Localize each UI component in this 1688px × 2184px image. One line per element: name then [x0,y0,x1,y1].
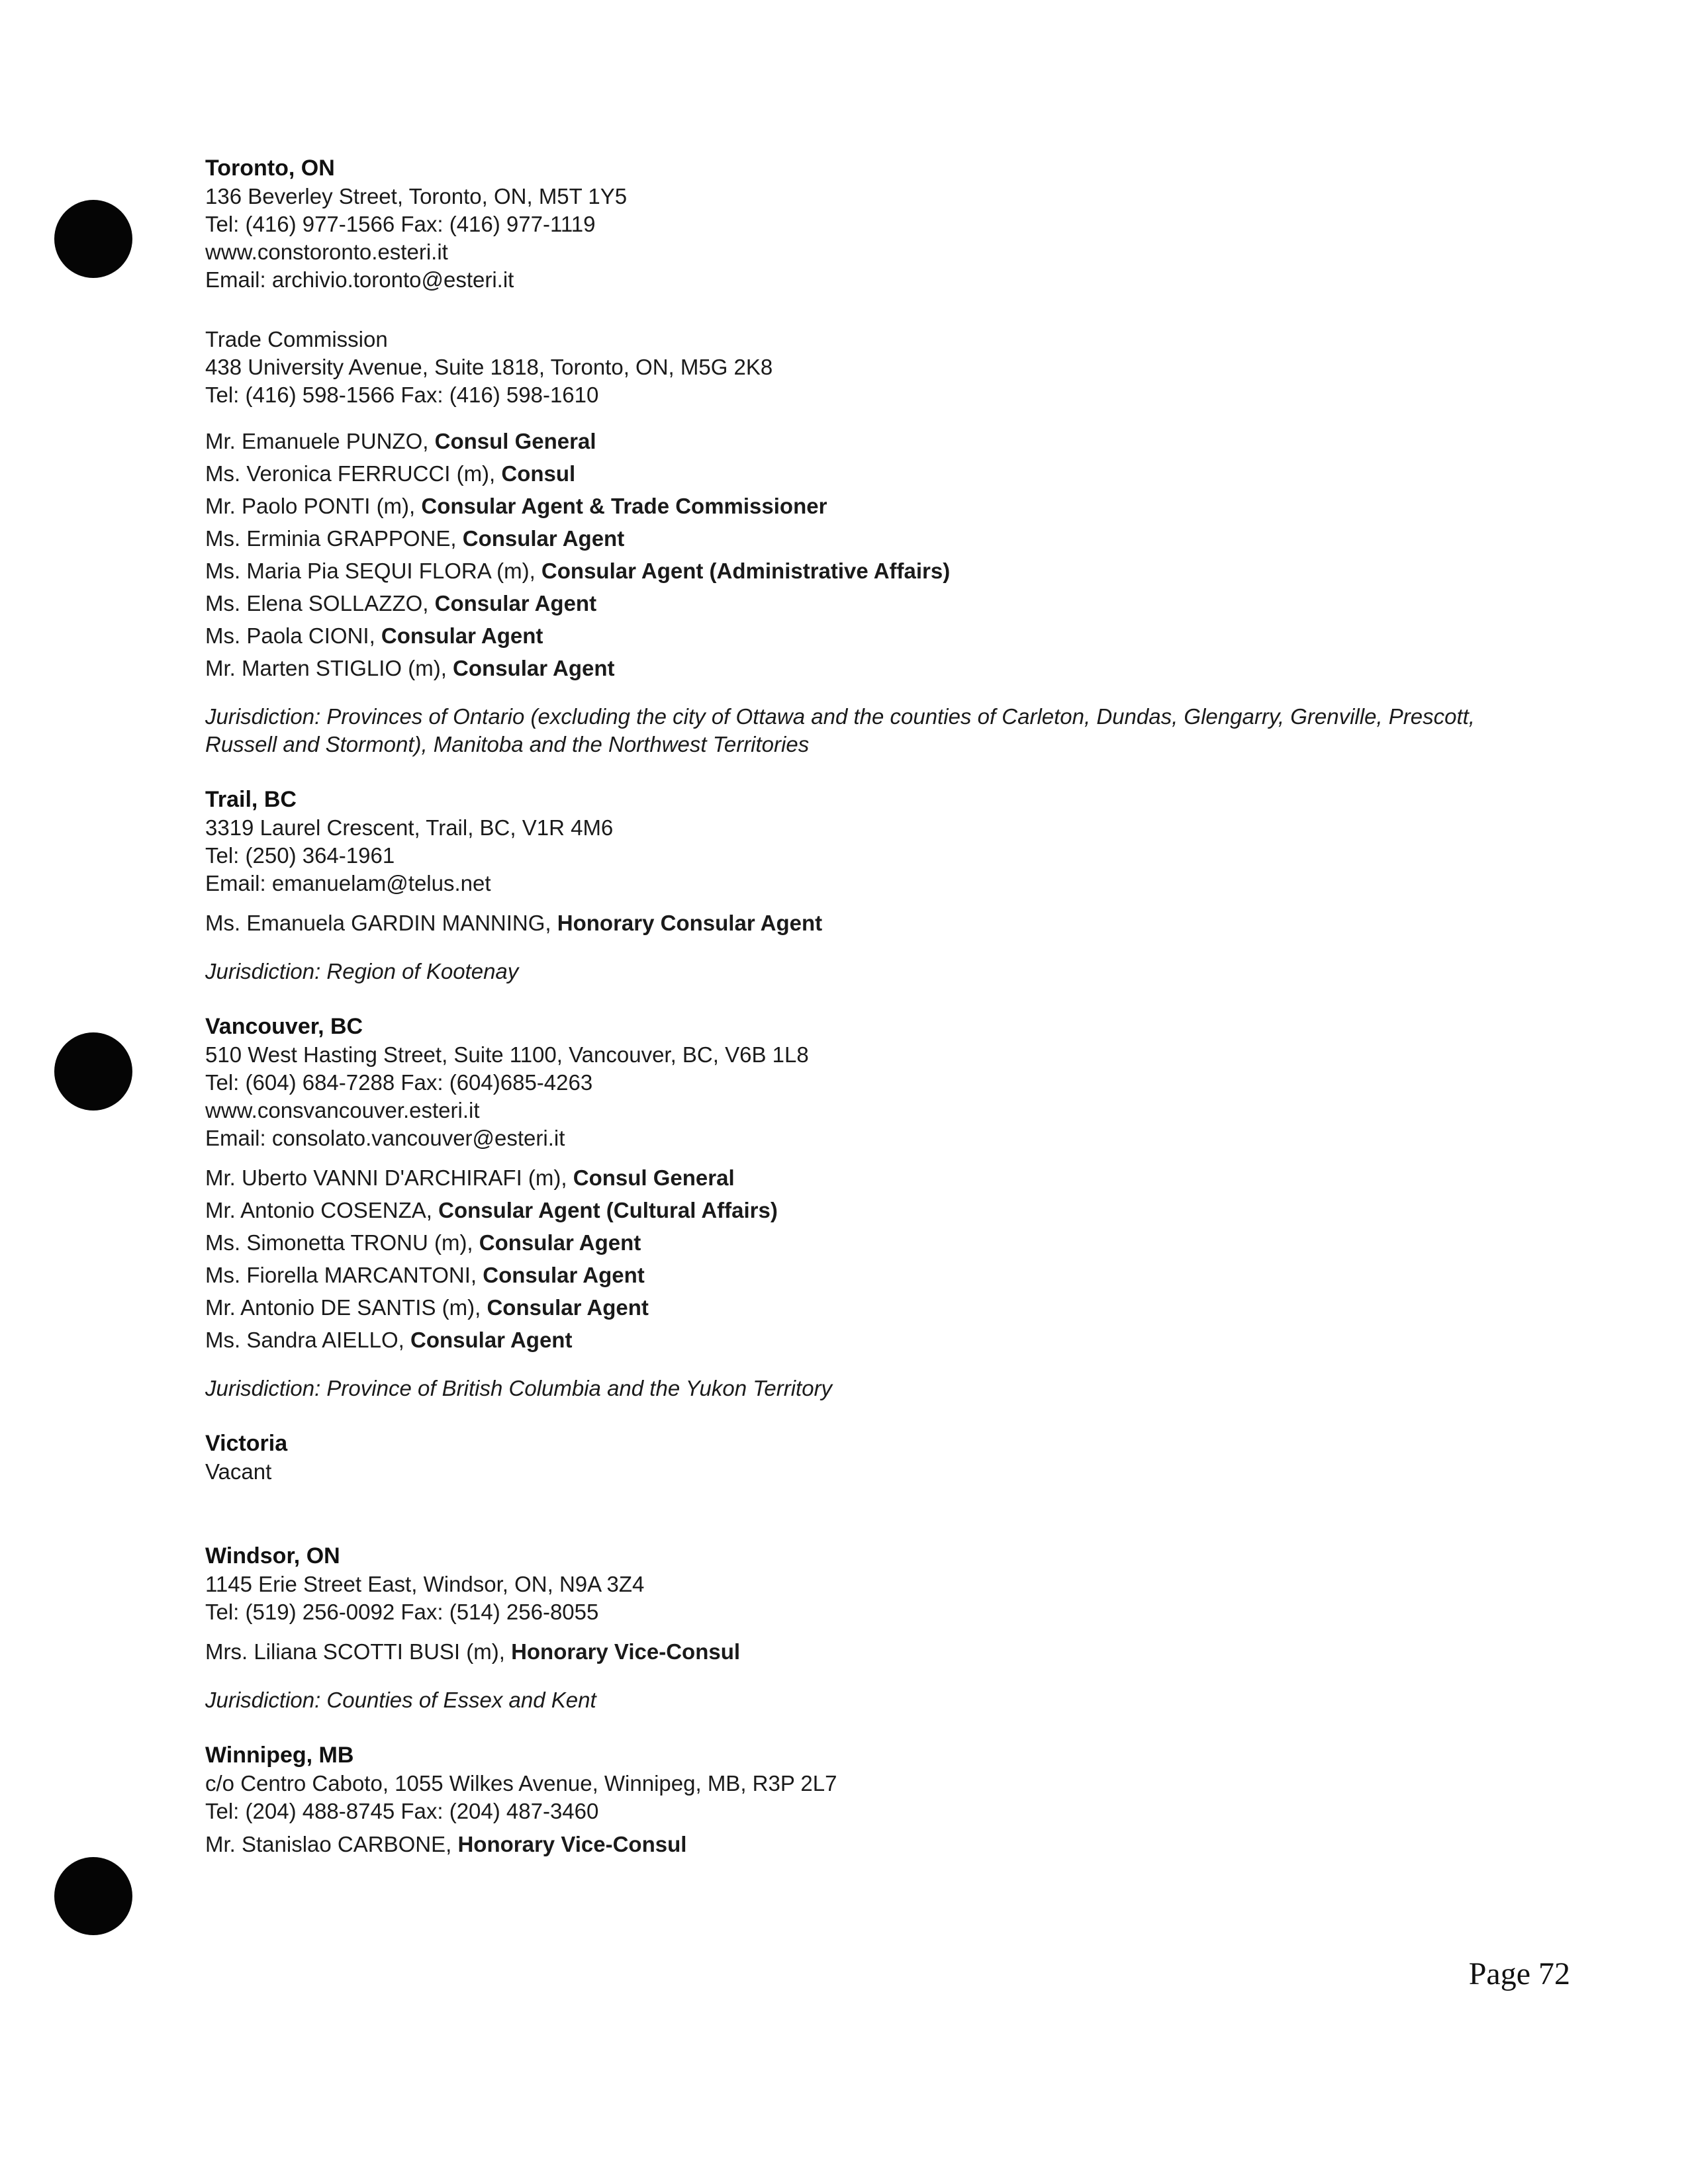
address: 136 Beverley Street, Toronto, ON, M5T 1Y5 [205,184,628,208]
staff-member [205,1161,1503,1194]
staff-title: Consular Agent [479,1230,641,1255]
staff-member [205,555,1503,587]
staff-name: Ms. Simonetta TRONU (m), [205,1230,479,1255]
staff-title: Consul [501,461,576,486]
staff-member [205,425,1503,457]
phone-fax: Tel: (604) 684-7288 Fax: (604)685-4263 [205,1070,593,1095]
address: 510 West Hasting Street, Suite 1100, Vancouver, BC, V6B 1L8 [205,1042,809,1067]
staff-name: Ms. Paola CIONI, [205,623,381,648]
city-heading: Vancouver, BC [205,1014,363,1039]
binder-hole [54,1857,132,1935]
binder-hole [54,1032,132,1111]
phone-fax: Tel: (204) 488-8745 Fax: (204) 487-3460 [205,1799,599,1823]
staff-list [205,425,1503,684]
staff-member [205,1635,1503,1668]
staff-name: Ms. Sandra AIELLO, [205,1328,410,1352]
email: Email: archivio.toronto@esteri.it [205,267,514,292]
trade-commission-heading: Trade Commission [205,327,388,351]
address: 3319 Laurel Crescent, Trail, BC, V1R 4M6 [205,815,614,840]
phone: Tel: (250) 364-1961 [205,843,395,868]
staff-name: Mr. Emanuele PUNZO, [205,429,435,453]
staff-member [205,907,1503,939]
staff-title: Consular Agent & Trade Commissioner [421,494,827,518]
phone-fax: Tel: (519) 256-0092 Fax: (514) 256-8055 [205,1600,599,1624]
trade-commission-phone-fax: Tel: (416) 598-1566 Fax: (416) 598-1610 [205,383,599,407]
email: Email: emanuelam@telus.net [205,871,491,895]
entry-vancouver [205,1012,1503,1402]
staff-list [205,907,1503,939]
jurisdiction-note: Jurisdiction: Provinces of Ontario (excluding the city of Ottawa and the counties of Carleton, Dundas, Glengarry, Grenville, Prescott, Russell and Stormont), Manitoba and the Northwest Territories [205,704,1475,756]
staff-title: Consul General [573,1165,735,1190]
staff-name: Ms. Emanuela GARDIN MANNING, [205,911,557,935]
staff-title: Consular Agent [453,656,615,680]
staff-title: Consular Agent [410,1328,573,1352]
staff-member [205,1259,1503,1291]
page-number: Page 72 [1468,1956,1570,1991]
entry-winnipeg [205,1741,1503,1860]
address: 1145 Erie Street East, Windsor, ON, N9A 3Z4 [205,1572,645,1596]
staff-member [205,619,1503,652]
website: www.consvancouver.esteri.it [205,1098,480,1122]
jurisdiction-note: Jurisdiction: Province of British Columbia and the Yukon Territory [205,1376,833,1400]
staff-name: Mr. Antonio DE SANTIS (m), [205,1295,487,1320]
staff-list [205,1635,1503,1668]
staff-member [205,1828,1503,1860]
staff-name: Ms. Erminia GRAPPONE, [205,526,463,551]
staff-member [205,522,1503,555]
staff-name: Ms. Veronica FERRUCCI (m), [205,461,502,486]
phone-fax: Tel: (416) 977-1566 Fax: (416) 977-1119 [205,212,596,236]
staff-title: Consular Agent [381,623,543,648]
staff-name: Ms. Elena SOLLAZZO, [205,591,435,615]
city-heading: Toronto, ON [205,156,335,181]
staff-member [205,1226,1503,1259]
staff-name: Ms. Maria Pia SEQUI FLORA (m), [205,559,541,583]
jurisdiction-note: Jurisdiction: Region of Kootenay [205,959,519,983]
trade-commission-address: 438 University Avenue, Suite 1818, Toronto, ON, M5G 2K8 [205,355,773,379]
staff-member [205,1324,1503,1356]
staff-title: Consular Agent [483,1263,645,1287]
address: c/o Centro Caboto, 1055 Wilkes Avenue, Winnipeg, MB, R3P 2L7 [205,1771,837,1796]
staff-title: Honorary Consular Agent [557,911,823,935]
binder-hole [54,200,132,278]
website: www.constoronto.esteri.it [205,240,448,264]
staff-name: Mr. Stanislao CARBONE, [205,1832,458,1856]
staff-title: Consular Agent [434,591,597,615]
city-heading: Victoria [205,1431,288,1456]
staff-list [205,1828,1503,1860]
staff-title: Honorary Vice-Consul [511,1639,741,1664]
staff-name: Mrs. Liliana SCOTTI BUSI (m), [205,1639,512,1664]
city-heading: Trail, BC [205,787,297,812]
email: Email: consolato.vancouver@esteri.it [205,1126,565,1150]
entry-trail [205,785,1503,985]
staff-title: Consular Agent [487,1295,649,1320]
entry-toronto [205,154,1503,758]
staff-title: Consular Agent (Cultural Affairs) [438,1198,778,1222]
staff-list [205,1161,1503,1356]
directory-content [205,154,1503,1860]
staff-title: Consular Agent (Administrative Affairs) [541,559,951,583]
staff-name: Mr. Paolo PONTI (m), [205,494,422,518]
staff-member [205,1291,1503,1324]
staff-member [205,457,1503,490]
entry-windsor [205,1541,1503,1714]
entry-victoria [205,1429,1503,1486]
city-heading: Windsor, ON [205,1543,340,1569]
staff-title: Honorary Vice-Consul [457,1832,687,1856]
staff-member [205,1194,1503,1226]
staff-title: Consul General [434,429,596,453]
staff-name: Mr. Uberto VANNI D'ARCHIRAFI (m), [205,1165,573,1190]
staff-title: Consular Agent [462,526,625,551]
staff-name: Ms. Fiorella MARCANTONI, [205,1263,483,1287]
staff-member [205,652,1503,684]
staff-name: Mr. Antonio COSENZA, [205,1198,439,1222]
status-text: Vacant [205,1459,272,1484]
jurisdiction-note: Jurisdiction: Counties of Essex and Kent [205,1688,596,1712]
staff-member [205,587,1503,619]
staff-name: Mr. Marten STIGLIO (m), [205,656,453,680]
staff-member [205,490,1503,522]
city-heading: Winnipeg, MB [205,1743,354,1768]
